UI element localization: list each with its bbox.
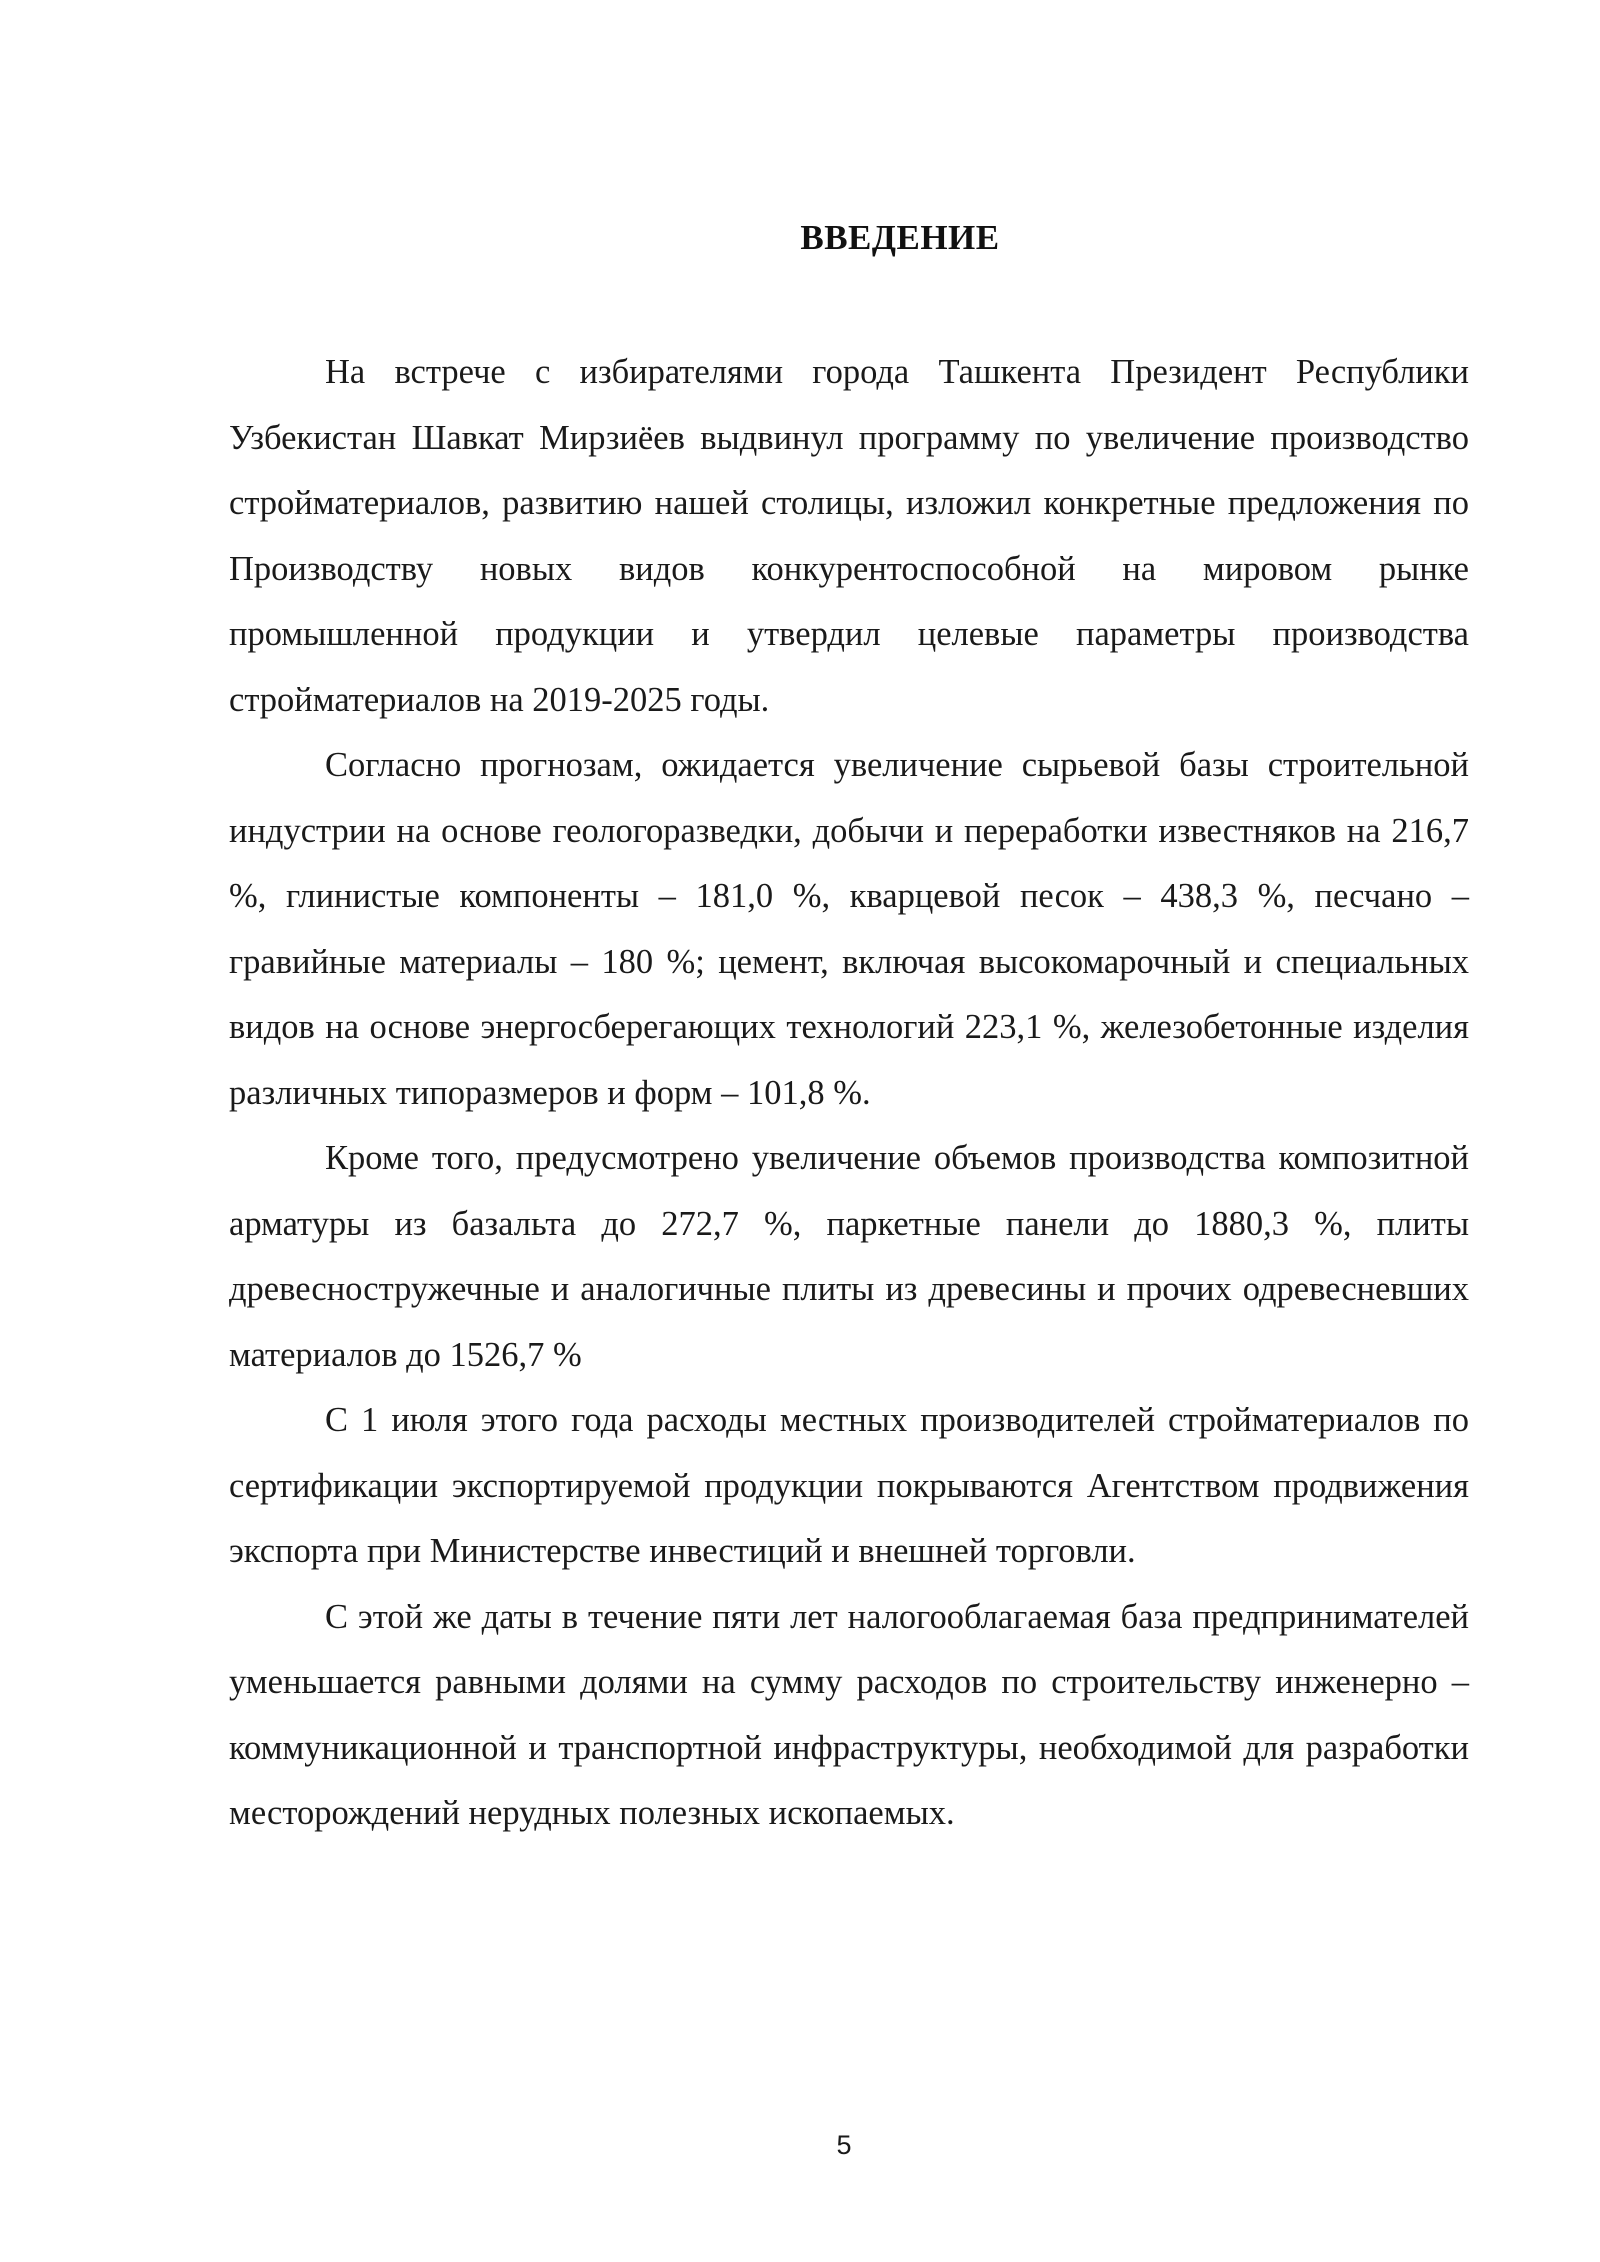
section-heading: ВВЕДЕНИЕ bbox=[800, 218, 1000, 257]
paragraph-2: Согласно прогнозам, ожидается увеличение сырьевой базы строительной индустрии на основе геологоразведки, добычи и переработки известняков на 216,7 %, глинистые компоненты – 181,0 %, кварцевой песок – 438,3 %, песчано – гравийные материалы – 180 %; цемент, включая высокомарочный и специальных видов на основе энергосберегающих технологий 223,1 %, железобетонные изделия различных типоразмеров и форм – 101,8 %. bbox=[229, 746, 1469, 1112]
paragraph-4: С 1 июля этого года расходы местных производителей стройматериалов по сертификации экспортируемой продукции покрываются Агентством продвижения экспорта при Министерстве инвестиций и внешней торговли. bbox=[229, 1401, 1469, 1570]
body-text bbox=[229, 340, 1469, 1847]
paragraph-5: С этой же даты в течение пяти лет налогооблагаемая база предпринимателей уменьшается равными долями на сумму расходов по строительству инженерно – коммуникационной и транспортной инфраструктуры, необходимой для разработки месторождений нерудных полезных ископаемых. bbox=[229, 1597, 1469, 1832]
paragraph-3: Кроме того, предусмотрено увеличение объемов производства композитной арматуры из базальта до 272,7 %, паркетные панели до 1880,3 %, плиты древесностружечные и аналогичные плиты из древесины и прочих одревесневших материалов до 1526,7 % bbox=[229, 1139, 1469, 1374]
page-number: 5 bbox=[836, 2130, 852, 2160]
paragraph-1: На встрече с избирателями города Ташкента Президент Республики Узбекистан Шавкат Мирзиёев выдвинул программу по увеличение производство стройматериалов, развитию нашей столицы, изложил конкретные предложения по Производству новых видов конкурентоспособной на мировом рынке промышленной продукции и утвердил целевые параметры производства стройматериалов на 2019-2025 годы. bbox=[229, 353, 1469, 719]
